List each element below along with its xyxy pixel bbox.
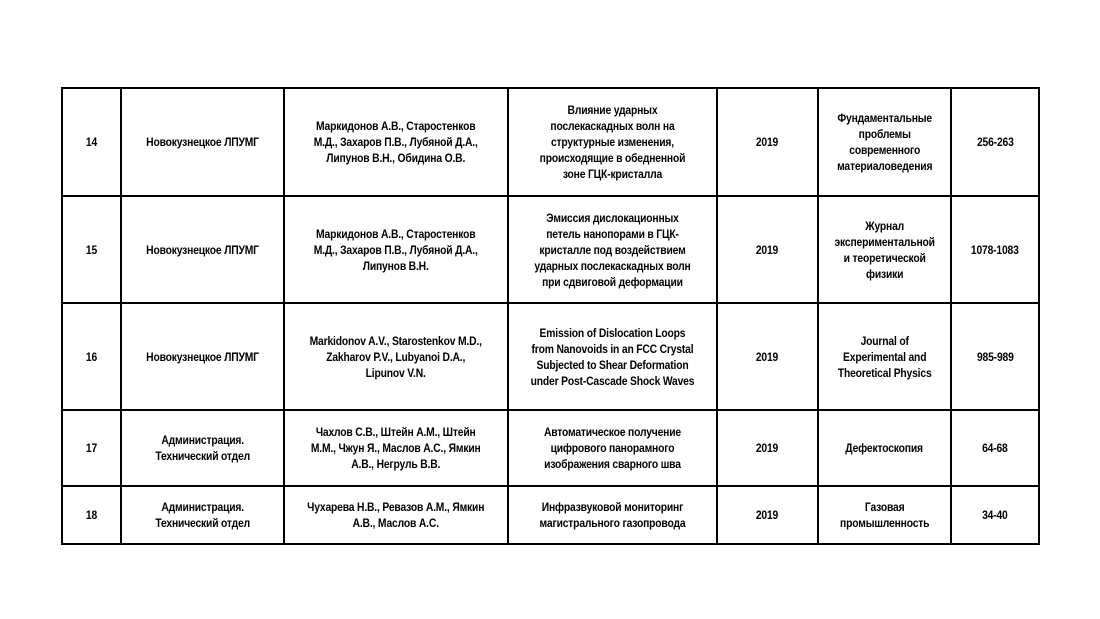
department-cell: Новокузнецкое ЛПУМГ: [121, 303, 284, 410]
row-number-cell: 15: [62, 196, 121, 303]
table-row: [62, 410, 1039, 486]
table-row: [62, 303, 1039, 410]
department-cell: Новокузнецкое ЛПУМГ: [121, 196, 284, 303]
year-cell: 2019: [717, 410, 818, 486]
publications-table: [61, 87, 1040, 545]
authors-cell: Маркидонов А.В., Старостенков М.Д., Захаров П.В., Лубяной Д.А., Липунов В.Н., Обидина О.В.: [284, 88, 507, 196]
pages-cell: 985-989: [951, 303, 1039, 410]
title-cell: Эмиссия дислокационных петель нанопорами в ГЦК-кристалле под воздействием ударных послекаскадных волн при сдвиговой деформации: [508, 196, 717, 303]
title-cell: Инфразвуковой мониторинг магистрального газопровода: [508, 486, 717, 544]
journal-cell: Газовая промышленность: [818, 486, 951, 544]
journal-cell: Фундаментальные проблемы современного материаловедения: [818, 88, 951, 196]
authors-cell: Чахлов С.В., Штейн А.М., Штейн М.М., Чжун Я., Маслов А.С., Ямкин А.В., Негруль В.В.: [284, 410, 507, 486]
journal-cell: Дефектоскопия: [818, 410, 951, 486]
title-cell: Влияние ударных послекаскадных волн на структурные изменения, происходящие в обедненной зоне ГЦК-кристалла: [508, 88, 717, 196]
department-cell: Администрация. Технический отдел: [121, 410, 284, 486]
journal-cell: Журнал экспериментальной и теоретической физики: [818, 196, 951, 303]
row-number-cell: 18: [62, 486, 121, 544]
journal-cell: Journal of Experimental and Theoretical Physics: [818, 303, 951, 410]
year-cell: 2019: [717, 486, 818, 544]
pages-cell: 1078-1083: [951, 196, 1039, 303]
authors-cell: Чухарева Н.В., Ревазов А.М., Ямкин А.В., Маслов А.С.: [284, 486, 507, 544]
pages-cell: 34-40: [951, 486, 1039, 544]
row-number-cell: 14: [62, 88, 121, 196]
authors-cell: Маркидонов А.В., Старостенков М.Д., Захаров П.В., Лубяной Д.А., Липунов В.Н.: [284, 196, 507, 303]
table-row: [62, 486, 1039, 544]
title-cell: Автоматическое получение цифрового панорамного изображения сварного шва: [508, 410, 717, 486]
table-row: [62, 196, 1039, 303]
year-cell: 2019: [717, 303, 818, 410]
pages-cell: 64-68: [951, 410, 1039, 486]
year-cell: 2019: [717, 196, 818, 303]
department-cell: Новокузнецкое ЛПУМГ: [121, 88, 284, 196]
row-number-cell: 16: [62, 303, 121, 410]
title-cell: Emission of Dislocation Loops from Nanovoids in an FCC Crystal Subjected to Shear Deformation under Post-Cascade Shock Waves: [508, 303, 717, 410]
row-number-cell: 17: [62, 410, 121, 486]
department-cell: Администрация. Технический отдел: [121, 486, 284, 544]
table-row: [62, 88, 1039, 196]
year-cell: 2019: [717, 88, 818, 196]
pages-cell: 256-263: [951, 88, 1039, 196]
authors-cell: Markidonov A.V., Starostenkov M.D., Zakharov P.V., Lubyanoi D.A., Lipunov V.N.: [284, 303, 507, 410]
